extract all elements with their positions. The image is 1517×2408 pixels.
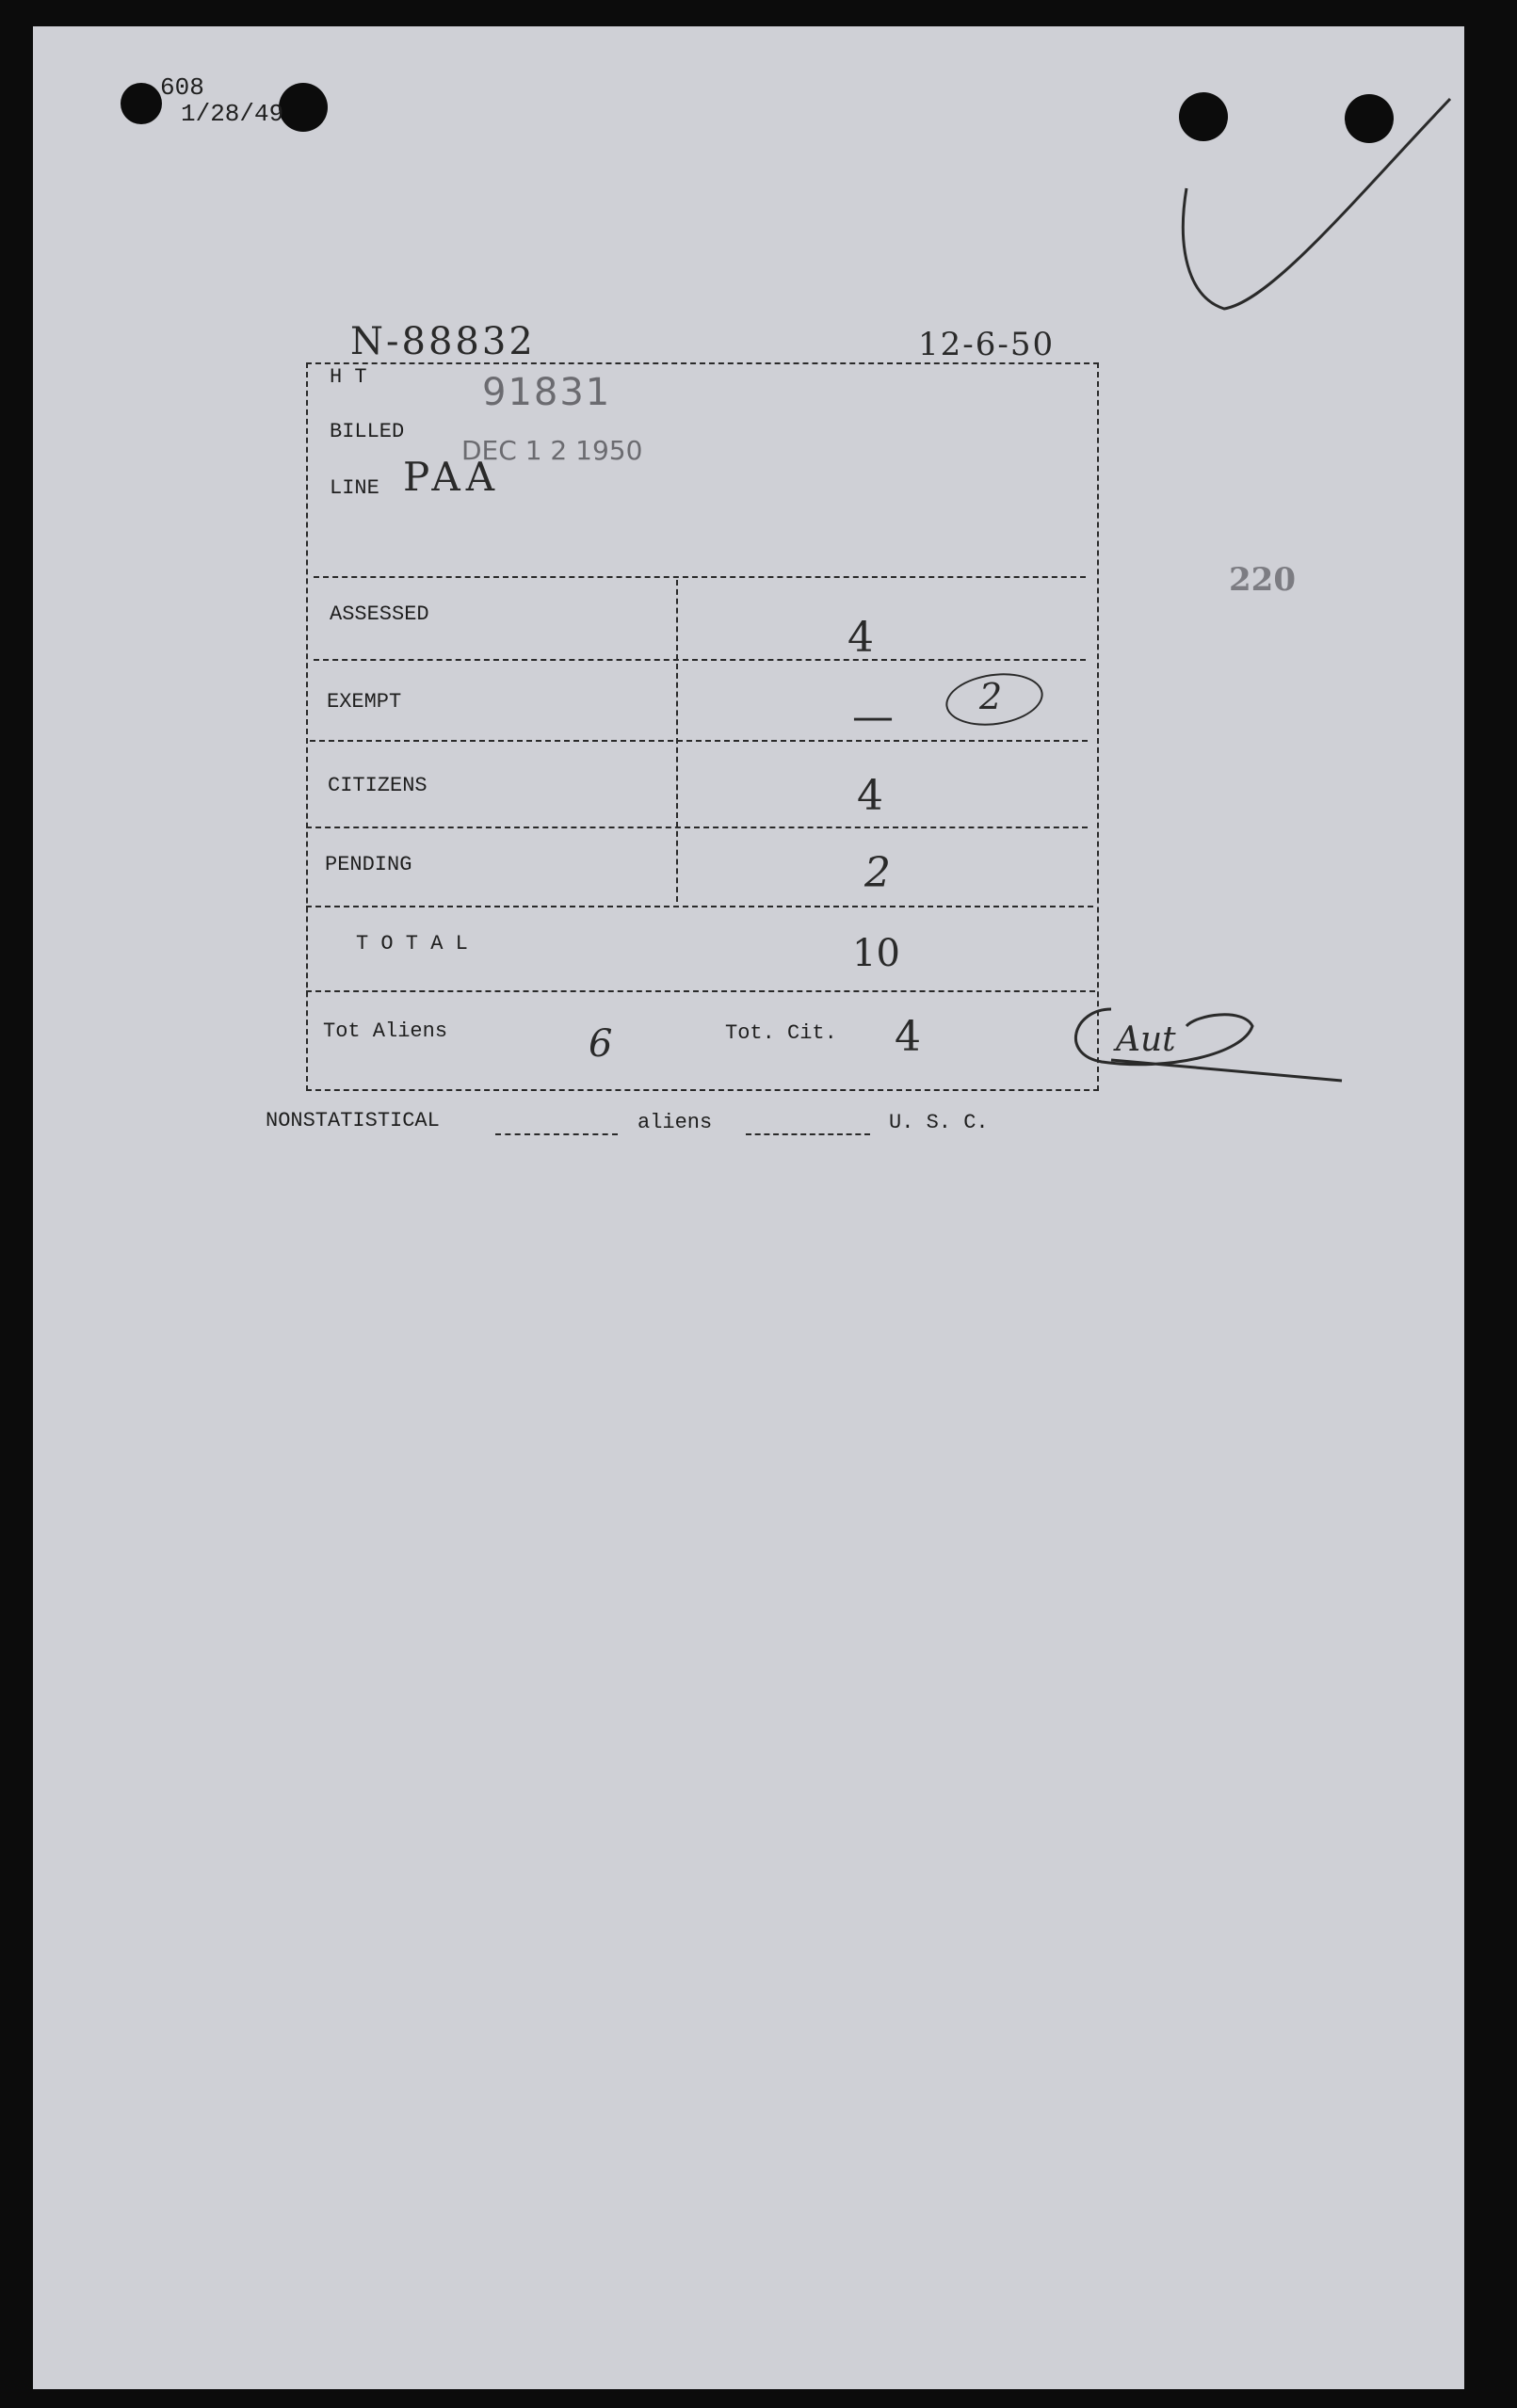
form-divider-2 (314, 659, 1086, 661)
billed-label: BILLED (330, 420, 405, 443)
total-value: 10 (852, 932, 900, 975)
pending-value: 2 (864, 849, 891, 897)
usc-label: U. S. C. (889, 1111, 989, 1134)
line-label: LINE (330, 476, 379, 500)
form-divider-4 (306, 827, 1088, 828)
form-date: 1/28/49 (181, 100, 284, 128)
tot-aliens-value: 6 (589, 1022, 613, 1066)
tot-cit-value: 4 (895, 1013, 921, 1061)
form-divider-3 (310, 740, 1088, 742)
ht-stamp: 91831 (482, 371, 612, 414)
assessed-label: ASSESSED (330, 602, 429, 626)
citizens-value: 4 (857, 772, 883, 820)
nonstatistical-usc-blank (746, 1133, 870, 1135)
form-divider-6 (306, 990, 1095, 992)
assessed-value: 4 (847, 614, 874, 662)
billed-stamp: DEC 1 2 1950 (461, 435, 643, 466)
check-mark (1168, 94, 1460, 320)
form-divider-1 (314, 576, 1086, 578)
exempt-note: 2 (979, 676, 1003, 717)
form-number: 608 (160, 73, 204, 102)
form-divider-5 (306, 906, 1093, 907)
nonstatistical-label: NONSTATISTICAL (266, 1109, 440, 1132)
exempt-value: — (852, 693, 894, 741)
manifest-number: N-88832 (350, 320, 536, 363)
citizens-label: CITIZENS (328, 774, 428, 797)
punch-hole-corner (121, 83, 162, 124)
exempt-label: EXEMPT (327, 690, 402, 714)
ht-label: H T (330, 365, 367, 389)
line-value: PAA (403, 454, 501, 500)
initials-flourish (1055, 998, 1356, 1083)
page-number: 220 (1229, 561, 1296, 599)
tot-aliens-label: Tot Aliens (323, 1019, 448, 1043)
nonstatistical-aliens-blank (495, 1133, 618, 1135)
record-date: 12-6-50 (918, 326, 1056, 363)
aliens-label: aliens (637, 1111, 713, 1134)
total-label: T O T A L (356, 932, 468, 955)
punch-hole-left (279, 83, 328, 132)
initials-signature: Aut (1116, 1020, 1176, 1059)
tot-cit-label: Tot. Cit. (725, 1021, 837, 1045)
pending-label: PENDING (325, 853, 412, 876)
